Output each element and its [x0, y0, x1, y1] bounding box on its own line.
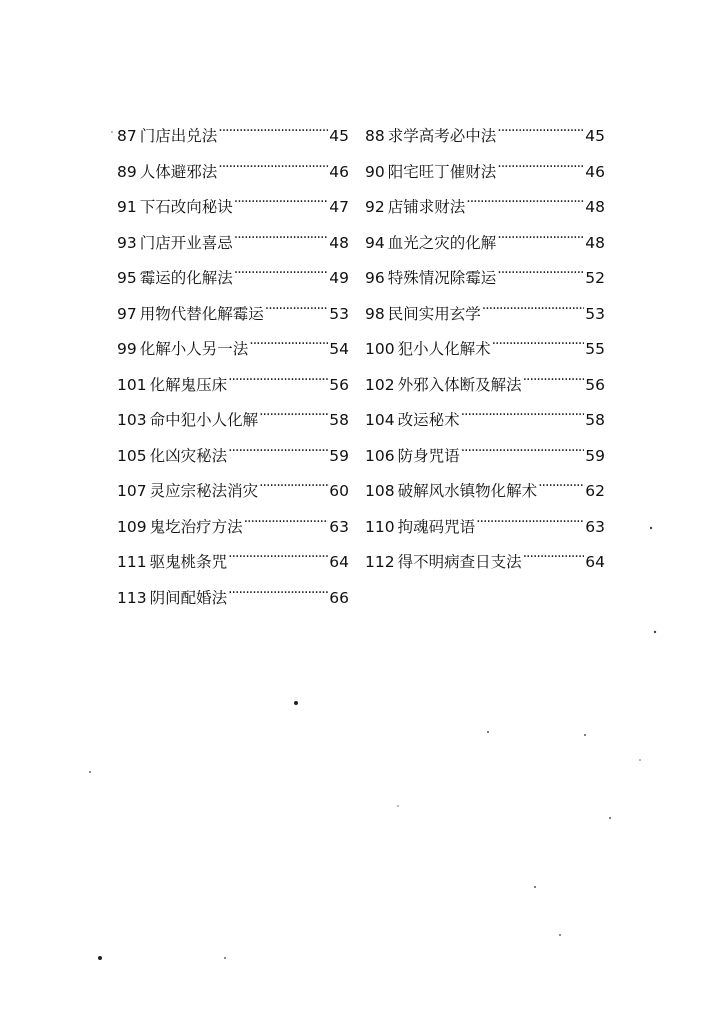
entry-title: 阳宅旺丁催财法 — [387, 162, 497, 181]
entry-title: 防身咒语 — [397, 446, 460, 465]
entry-page-number: 63 — [329, 517, 349, 536]
entry-number: 96 — [365, 269, 385, 288]
toc-row — [117, 223, 607, 259]
dot-leader — [538, 476, 584, 496]
entry-page-number: 46 — [585, 162, 605, 181]
dot-leader — [461, 405, 585, 425]
toc-row — [117, 578, 607, 614]
entry-page-number: 49 — [329, 269, 349, 288]
toc-row — [117, 471, 607, 507]
entry-page-number: 59 — [585, 446, 605, 465]
entry-page-number: 45 — [585, 127, 605, 146]
dot-leader — [523, 370, 585, 390]
dot-leader — [228, 441, 328, 461]
entry-title: 化凶灾秘法 — [149, 446, 228, 465]
entry-number: 111 — [117, 553, 147, 572]
toc-entry — [117, 441, 349, 466]
toc-row — [117, 116, 607, 152]
entry-page-number: 46 — [329, 162, 349, 181]
entry-page-number: 58 — [329, 411, 349, 430]
entry-title: 鬼圪治疗方法 — [149, 517, 243, 536]
toc-row — [117, 294, 607, 330]
toc-row — [117, 436, 607, 472]
toc-entry — [117, 405, 349, 430]
entry-title: 驱鬼桃条咒 — [149, 553, 228, 572]
dot-leader — [497, 228, 584, 248]
dot-leader — [249, 334, 328, 354]
entry-number: 98 — [365, 304, 385, 323]
entry-number: 110 — [365, 517, 395, 536]
entry-number: 101 — [117, 375, 147, 394]
entry-number: 103 — [117, 411, 147, 430]
dot-leader — [523, 547, 585, 567]
entry-page-number: 48 — [329, 233, 349, 252]
entry-page-number: 53 — [329, 304, 349, 323]
entry-title: 特殊情况除霉运 — [387, 269, 497, 288]
entry-title: 阴间配婚法 — [149, 588, 228, 607]
entry-page-number: 54 — [329, 340, 349, 359]
entry-number: 93 — [117, 233, 137, 252]
entry-number: 108 — [365, 482, 395, 501]
toc-row — [117, 187, 607, 223]
dot-leader — [234, 192, 329, 212]
entry-page-number: 60 — [329, 482, 349, 501]
entry-number: 112 — [365, 553, 395, 572]
toc-entry — [365, 121, 605, 146]
dot-leader — [218, 157, 328, 177]
entry-number: 107 — [117, 482, 147, 501]
dot-leader — [259, 405, 328, 425]
entry-title: 门店开业喜忌 — [139, 233, 233, 252]
dot-leader — [461, 441, 585, 461]
dot-leader — [497, 157, 584, 177]
entry-page-number: 53 — [585, 304, 605, 323]
entry-number: 87 — [117, 127, 137, 146]
entry-title: 命中犯小人化解 — [149, 411, 259, 430]
dot-leader — [228, 370, 328, 390]
entry-number: 91 — [117, 198, 137, 217]
toc-entry — [365, 157, 605, 182]
entry-page-number: 48 — [585, 233, 605, 252]
toc-row — [117, 507, 607, 543]
entry-page-number: 48 — [585, 198, 605, 217]
entry-page-number: 64 — [329, 553, 349, 572]
toc-entry — [117, 583, 349, 608]
entry-page-number: 52 — [585, 269, 605, 288]
entry-title: 犯小人化解术 — [397, 340, 491, 359]
entry-page-number: 63 — [585, 517, 605, 536]
entry-title: 民间实用玄学 — [387, 304, 481, 323]
entry-title: 门店出兑法 — [139, 127, 218, 146]
dot-leader — [492, 334, 585, 354]
entry-title: 化解小人另一法 — [139, 340, 249, 359]
entry-number: 113 — [117, 588, 147, 607]
entry-page-number: 62 — [585, 482, 605, 501]
dot-leader — [228, 547, 328, 567]
entry-title: 用物代替化解霉运 — [139, 304, 264, 323]
toc-entry — [117, 192, 349, 217]
entry-title: 拘魂码咒语 — [397, 517, 476, 536]
entry-page-number: 47 — [329, 198, 349, 217]
entry-page-number: 58 — [585, 411, 605, 430]
toc-entry — [365, 405, 605, 430]
entry-number: 89 — [117, 162, 137, 181]
dot-leader — [228, 583, 328, 603]
dot-leader — [482, 299, 585, 319]
toc-row — [117, 329, 607, 365]
toc-entry — [117, 121, 349, 146]
entry-title: 改运秘术 — [397, 411, 460, 430]
toc-row — [117, 152, 607, 188]
entry-number: 102 — [365, 375, 395, 394]
entry-number: 99 — [117, 340, 137, 359]
dot-leader — [234, 263, 329, 283]
toc-entry — [117, 299, 349, 324]
entry-page-number: 56 — [585, 375, 605, 394]
toc-entry — [117, 157, 349, 182]
toc-entry — [365, 370, 605, 395]
entry-number: 88 — [365, 127, 385, 146]
entry-page-number: 45 — [329, 127, 349, 146]
toc-entry — [365, 299, 605, 324]
entry-title: 霉运的化解法 — [139, 269, 233, 288]
entry-page-number: 55 — [585, 340, 605, 359]
toc-entry — [365, 547, 605, 572]
entry-number: 100 — [365, 340, 395, 359]
entry-title: 外邪入体断及解法 — [397, 375, 522, 394]
entry-title: 人体避邪法 — [139, 162, 218, 181]
table-of-contents — [117, 116, 607, 613]
entry-title: 求学高考必中法 — [387, 127, 497, 146]
toc-entry — [365, 512, 605, 537]
toc-entry — [117, 228, 349, 253]
toc-entry — [117, 370, 349, 395]
toc-row — [117, 400, 607, 436]
toc-entry — [117, 263, 349, 288]
toc-entry — [117, 476, 349, 501]
dot-leader — [244, 512, 329, 532]
dot-leader — [466, 192, 584, 212]
toc-entry — [117, 334, 349, 359]
toc-entry — [365, 476, 605, 501]
entry-title: 破解风水镇物化解术 — [397, 482, 538, 501]
dot-leader — [259, 476, 328, 496]
entry-number: 104 — [365, 411, 395, 430]
toc-entry — [365, 228, 605, 253]
toc-entry — [117, 512, 349, 537]
entry-number: 90 — [365, 162, 385, 181]
entry-page-number: 59 — [329, 446, 349, 465]
entry-number: 105 — [117, 446, 147, 465]
entry-title: 得不明病查日支法 — [397, 553, 522, 572]
toc-entry — [365, 192, 605, 217]
entry-title: 血光之灾的化解 — [387, 233, 497, 252]
entry-page-number: 64 — [585, 553, 605, 572]
entry-title: 下石改向秘诀 — [139, 198, 233, 217]
toc-entry — [365, 263, 605, 288]
toc-row — [117, 258, 607, 294]
dot-leader — [234, 228, 329, 248]
dot-leader — [497, 263, 584, 283]
entry-page-number: 56 — [329, 375, 349, 394]
toc-entry — [117, 547, 349, 572]
entry-title: 灵应宗秘法消灾 — [149, 482, 259, 501]
entry-number: 109 — [117, 517, 147, 536]
toc-entry — [365, 334, 605, 359]
dot-leader — [265, 299, 329, 319]
entry-number: 95 — [117, 269, 137, 288]
entry-number: 92 — [365, 198, 385, 217]
entry-title: 化解鬼压床 — [149, 375, 228, 394]
entry-page-number: 66 — [329, 588, 349, 607]
entry-number: 94 — [365, 233, 385, 252]
dot-leader — [218, 121, 328, 141]
toc-row — [117, 542, 607, 578]
entry-number: 97 — [117, 304, 137, 323]
toc-row — [117, 365, 607, 401]
entry-title: 店铺求财法 — [387, 198, 466, 217]
entry-number: 106 — [365, 446, 395, 465]
dot-leader — [497, 121, 584, 141]
toc-entry — [365, 441, 605, 466]
dot-leader — [476, 512, 584, 532]
